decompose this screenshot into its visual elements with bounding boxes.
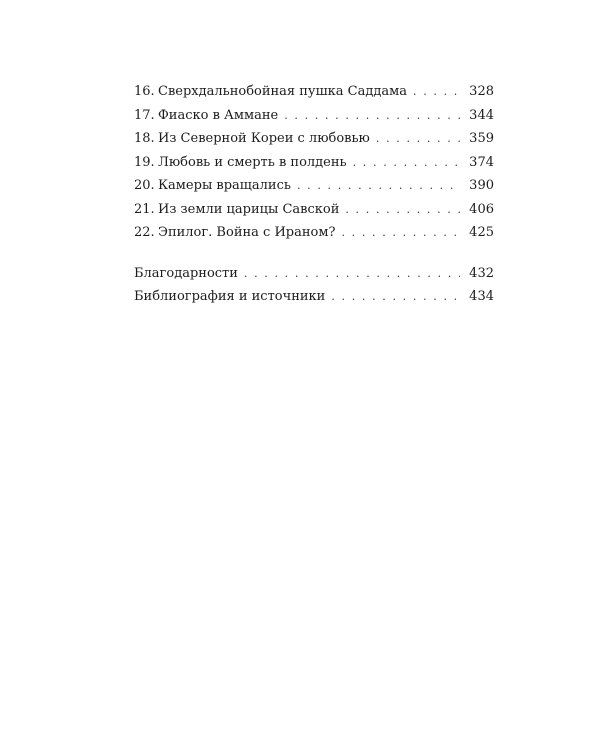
chapter-number: 16. <box>134 84 155 99</box>
toc-entry-chapter-21 <box>134 198 494 222</box>
chapter-title: Сверхдальнобойная пушка Саддама <box>158 84 407 99</box>
chapter-title: Из земли царицы Савской <box>158 201 340 217</box>
dot-leader <box>345 198 460 222</box>
chapter-number: 20. <box>134 178 155 193</box>
chapter-number: 19. <box>134 154 155 170</box>
table-of-contents <box>134 80 494 309</box>
toc-entry-chapter-17 <box>134 104 494 128</box>
toc-entry-chapter-22 <box>134 221 494 245</box>
back-matter-title: Благодарности <box>134 265 238 281</box>
toc-entry-chapter-19 <box>134 151 494 175</box>
dot-leader <box>297 174 460 198</box>
page-number: 374 <box>469 154 494 170</box>
toc-entry-chapter-18 <box>134 127 494 151</box>
toc-entry-chapter-20 <box>134 174 494 198</box>
chapter-number: 22. <box>134 225 155 240</box>
back-matter-title: Библиография и источники <box>134 289 326 304</box>
chapter-title: Камеры вращались <box>158 178 291 193</box>
chapter-title: Любовь и смерть в полдень <box>158 154 347 170</box>
chapter-title: Фиаско в Аммане <box>158 107 279 123</box>
dot-leader <box>284 104 460 128</box>
dot-leader <box>244 262 460 286</box>
page-number: 328 <box>469 84 494 99</box>
chapter-number: 21. <box>134 201 155 217</box>
page-number: 425 <box>469 225 494 240</box>
page-number: 390 <box>469 178 494 193</box>
page-number: 344 <box>469 107 494 123</box>
page-number: 434 <box>469 289 494 304</box>
page-number: 406 <box>469 201 494 217</box>
page-number: 432 <box>469 265 494 281</box>
dot-leader <box>341 221 460 245</box>
dot-leader <box>376 127 460 151</box>
page-number: 359 <box>469 131 494 146</box>
chapter-number: 18. <box>134 131 155 146</box>
dot-leader <box>353 151 460 175</box>
section-spacer <box>134 245 494 262</box>
chapter-number: 17. <box>134 107 155 123</box>
chapter-title: Эпилог. Война с Ираном? <box>158 225 336 240</box>
dot-leader <box>413 80 460 104</box>
chapter-title: Из Северной Кореи с любовью <box>158 131 370 146</box>
dot-leader <box>331 285 460 309</box>
toc-entry-chapter-16 <box>134 80 494 104</box>
toc-entry-acknowledgements <box>134 262 494 286</box>
toc-entry-bibliography <box>134 285 494 309</box>
